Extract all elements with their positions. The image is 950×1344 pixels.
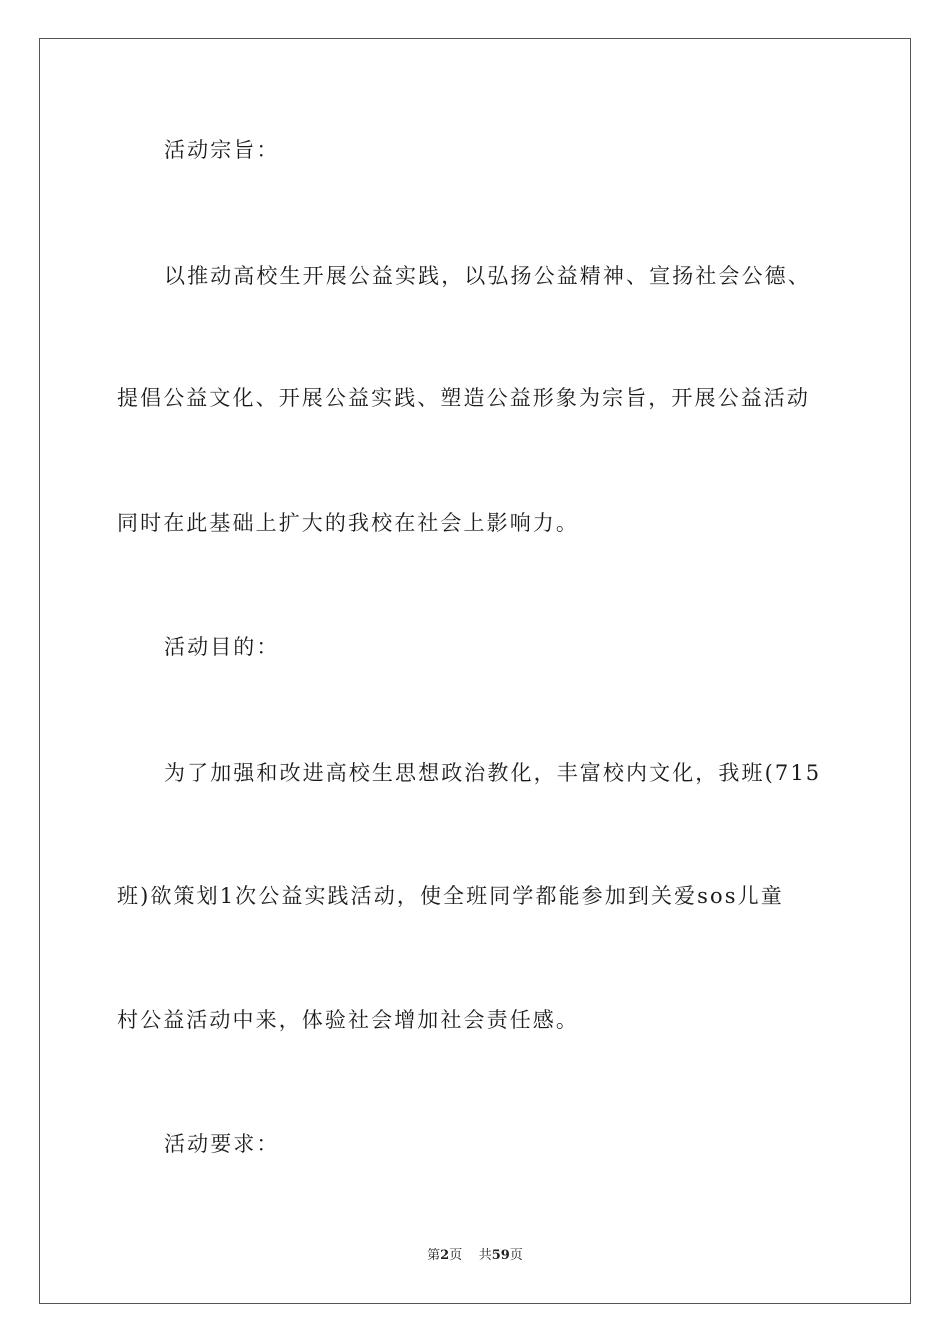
goal-line-1: 为了加强和改进高校生思想政治教化，丰富校内文化，我班(715: [164, 761, 822, 785]
purpose-line-2: 提倡公益文化、开展公益实践、塑造公益形象为宗旨，开展公益活动: [117, 386, 810, 410]
footer-total-prefix: 共: [478, 1248, 492, 1263]
heading-purpose: 活动宗旨：: [164, 138, 280, 162]
goal-line-2: 班)欲策划1次公益实践活动，使全班同学都能参加到关爱sos儿童: [117, 884, 784, 908]
footer-page-prefix: 第: [427, 1248, 441, 1263]
page-border: [39, 38, 911, 1304]
heading-goal: 活动目的：: [164, 635, 280, 659]
footer-page-number: 2: [440, 1248, 450, 1263]
footer-page-suffix: 页: [449, 1248, 463, 1263]
goal-line-3: 村公益活动中来，体验社会增加社会责任感。: [117, 1008, 579, 1032]
footer-total-suffix: 页: [509, 1248, 523, 1263]
footer-total-pages: 59: [491, 1248, 510, 1263]
page-footer: [0, 1247, 950, 1265]
purpose-line-3: 同时在此基础上扩大的我校在社会上影响力。: [117, 511, 579, 535]
purpose-line-1: 以推动高校生开展公益实践，以弘扬公益精神、宣扬社会公德、: [164, 264, 811, 288]
heading-requirements: 活动要求：: [164, 1132, 280, 1156]
